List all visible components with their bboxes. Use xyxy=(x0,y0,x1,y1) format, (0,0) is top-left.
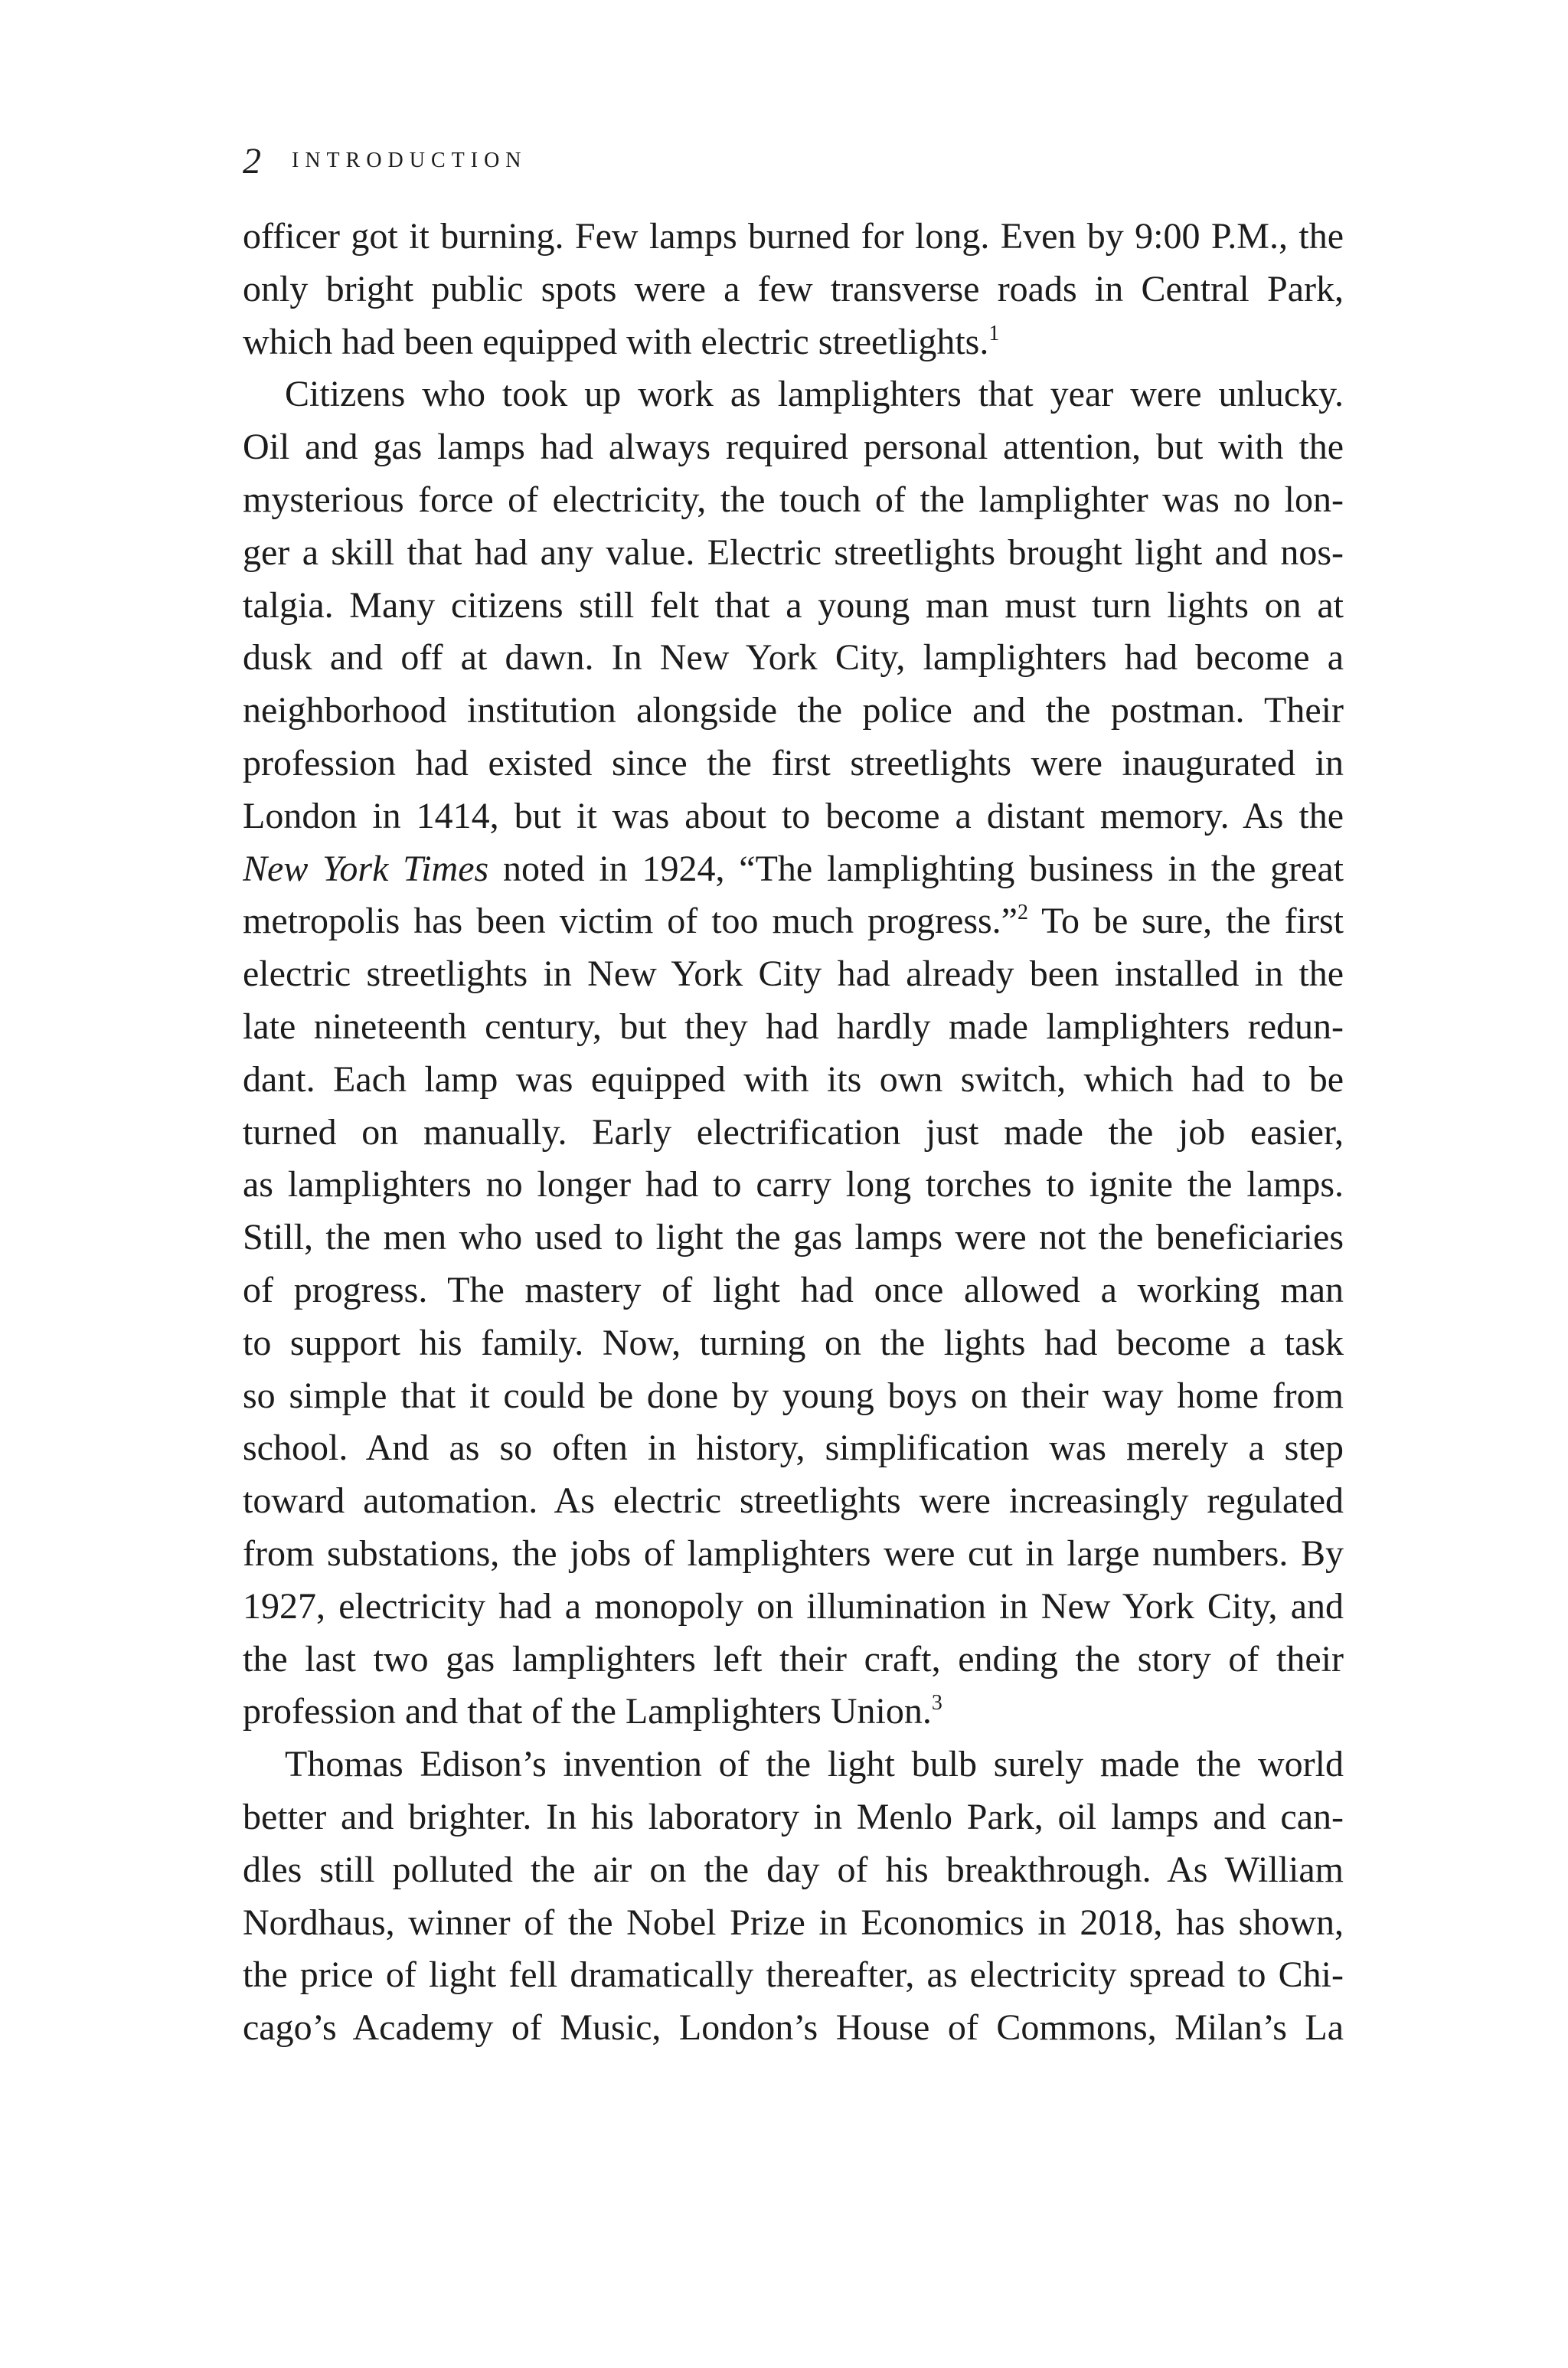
footnote-ref[interactable]: 1 xyxy=(988,321,1000,345)
text-line: talgia. Many citizens still felt that a young man must turn lights on at xyxy=(243,584,1344,626)
text-line-content: noted in 1924, “The lamplighting business in the great xyxy=(488,848,1344,889)
text-line xyxy=(243,1686,1344,1738)
text-line: dant. Each lamp was equipped with its own switch, which had to be xyxy=(243,1058,1344,1100)
text-line: dusk and off at dawn. In New York City, lamplighters had become a xyxy=(243,637,1344,679)
text-line: the price of light fell dramatically thereafter, as electricity spread to Chi- xyxy=(243,1954,1344,1996)
text-line: officer got it burning. Few lamps burned for long. Even by 9:00 P.M., the xyxy=(243,216,1344,257)
paragraph xyxy=(243,211,1344,368)
text-line: cago’s Academy of Music, London’s House of Commons, Milan’s La xyxy=(243,2007,1344,2049)
text-line: turned on manually. Early electrification just made the job easier, xyxy=(243,1111,1344,1153)
body-text xyxy=(243,211,1344,2055)
text-line xyxy=(243,843,1344,896)
text-line: as lamplighters no longer had to carry long torches to ignite the lamps. xyxy=(243,1164,1344,1205)
text-line-content: which had been equipped with electric streetlights. xyxy=(243,321,989,362)
text-line: electric streetlights in New York City had already been installed in the xyxy=(243,953,1344,995)
text-line: neighborhood institution alongside the police and the postman. Their xyxy=(243,690,1344,731)
text-line xyxy=(243,316,1344,369)
paragraph xyxy=(243,1738,1344,2055)
text-line: better and brighter. In his laboratory in Menlo Park, oil lamps and can- xyxy=(243,1796,1344,1837)
text-line: Nordhaus, winner of the Nobel Prize in Economics in 2018, has shown, xyxy=(243,1902,1344,1943)
text-line: dles still polluted the air on the day of his breakthrough. As William xyxy=(243,1849,1344,1890)
text-line-content: profession and that of the Lamplighters Union. xyxy=(243,1691,932,1732)
page-number: 2 xyxy=(243,140,263,182)
running-head xyxy=(243,138,528,184)
footnote-ref[interactable]: 2 xyxy=(1018,901,1028,925)
text-line-content: metropolis has been victim of too much progress.” xyxy=(243,901,1018,942)
text-line: profession had existed since the first streetlights were inaugurated in xyxy=(243,742,1344,783)
italic-title: New York Times xyxy=(243,848,489,889)
text-line: of progress. The mastery of light had once allowed a working man xyxy=(243,1269,1344,1310)
footnote-ref[interactable]: 3 xyxy=(931,1691,942,1715)
text-line: mysterious force of electricity, the touch of the lamplighter was no lon- xyxy=(243,479,1344,520)
text-line: late nineteenth century, but they had hardly made lamplighters redun- xyxy=(243,1006,1344,1047)
text-line: school. And as so often in history, simplification was merely a step xyxy=(243,1428,1344,1469)
text-line: ger a skill that had any value. Electric streetlights brought light and nos- xyxy=(243,531,1344,573)
text-line: so simple that it could be done by young boys on their way home from xyxy=(243,1375,1344,1416)
paragraph xyxy=(243,368,1344,1738)
text-line-content: To be sure, the first xyxy=(1028,901,1344,942)
text-line: to support his family. Now, turning on the lights had become a task xyxy=(243,1322,1344,1363)
text-line: Thomas Edison’s invention of the light bulb surely made the world xyxy=(285,1744,1344,1785)
text-line xyxy=(243,895,1344,948)
text-line: only bright public spots were a few transverse roads in Central Park, xyxy=(243,268,1344,309)
text-line: Oil and gas lamps had always required personal attention, but with the xyxy=(243,427,1344,468)
text-line: Still, the men who used to light the gas lamps were not the beneficiaries xyxy=(243,1217,1344,1258)
text-line: the last two gas lamplighters left their craft, ending the story of their xyxy=(243,1638,1344,1680)
text-line: 1927, electricity had a monopoly on illumination in New York City, and xyxy=(243,1585,1344,1627)
text-line: from substations, the jobs of lamplighters were cut in large numbers. By xyxy=(243,1532,1344,1574)
text-line: toward automation. As electric streetlights were increasingly regulated xyxy=(243,1480,1344,1522)
text-line: Citizens who took up work as lamplighters that year were unlucky. xyxy=(285,374,1344,415)
text-line: London in 1414, but it was about to become a distant memory. As the xyxy=(243,795,1344,836)
chapter-title: INTRODUCTION xyxy=(292,149,528,172)
